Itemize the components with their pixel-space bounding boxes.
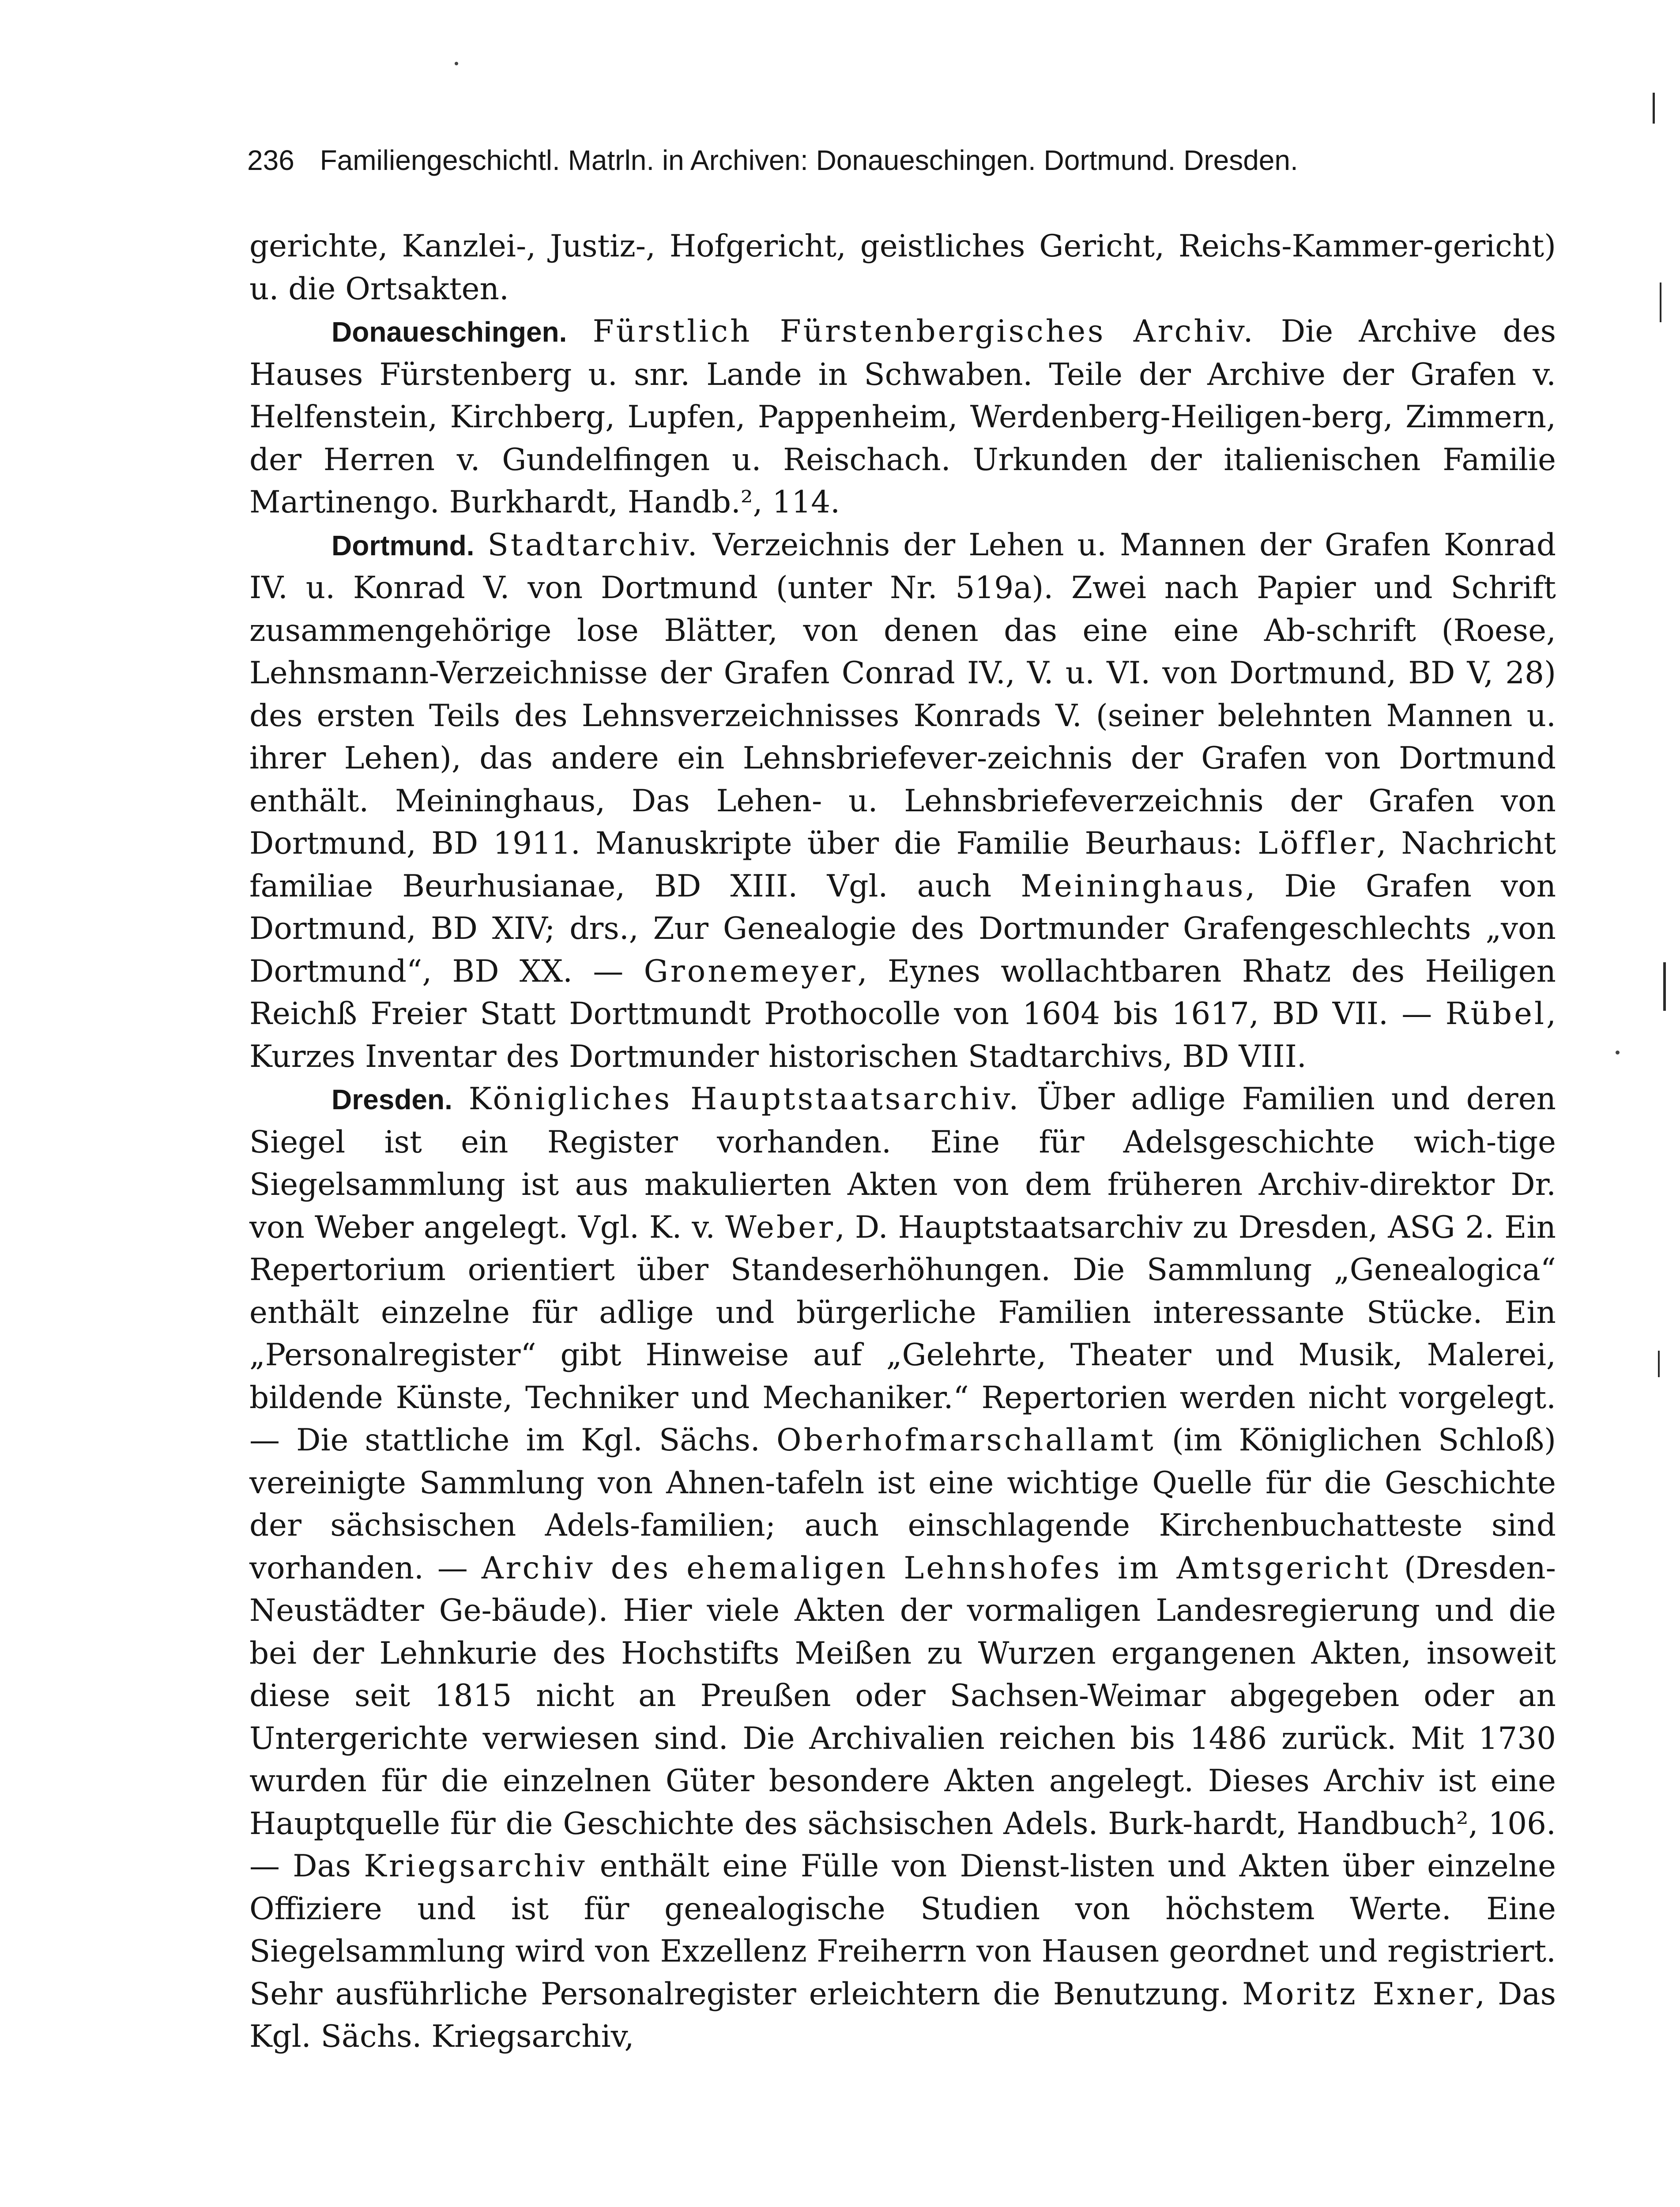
spaced-emphasis: Archiv des ehemaligen Lehnshofes im Amtsgericht (481, 1550, 1390, 1586)
body-text (249, 225, 1556, 2058)
spaced-emphasis: Königliches Hauptstaatsarchiv. (468, 1081, 1021, 1117)
scan-dust-dot (1616, 1051, 1620, 1055)
page-number: 236 (247, 144, 294, 176)
spaced-emphasis: Meininghaus (1021, 868, 1246, 904)
running-title: Familiengeschichtl. Matrln. in Archiven: Donaueschingen. Dortmund. Dresden. (320, 144, 1298, 176)
paragraph-text: gerichte, Kanzlei-, Justiz-, Hofgericht, geistliches Gericht, Reichs-Kammer-gericht) u. die Ortsakten. (249, 229, 1556, 307)
spaced-emphasis: Weber (725, 1209, 836, 1245)
place-heading: Dortmund. (331, 529, 475, 561)
paragraph-text: , Eynes wollachtbaren Rhatz des Heiligen Reichß Freier Statt Dorttmundt Prothocolle von 1604 bis 1617, BD VII. — (249, 953, 1556, 1032)
scan-dust-dot (455, 62, 458, 65)
scan-edge-mark (1660, 282, 1661, 322)
paragraph-text: (im Königlichen Schloß) vereinigte Sammlung von Ahnen-tafeln ist eine wichtige Quelle für die Geschichte der sächsischen Adels-familien; auch einschlagende Kirchenbuchatteste sind vorhanden. — (249, 1423, 1556, 1586)
paragraph-text (452, 1081, 469, 1117)
spaced-emphasis: Gronemeyer (644, 953, 858, 989)
scan-edge-mark (1658, 1351, 1660, 1377)
place-heading: Dresden. (331, 1084, 452, 1115)
paragraph (249, 524, 1556, 1078)
spaced-emphasis: Rübel (1445, 996, 1547, 1032)
paragraph-text: , Nachricht familiae Beurhusianae, BD XIII. Vgl. auch (249, 826, 1556, 904)
paragraph-text: , D. Hauptstaatsarchiv zu Dresden, ASG 2. Ein Repertorium orientiert über Standeserhöhungen. Die Sammlung „Genealogica“ enthält einzelne für adlige und bürgerliche Familien interessante Stücke. Ein „Personalregister“ gibt Hinweise auf „Gelehrte, Theater und Musik, Malerei, bildende Künste, Techniker und Mechaniker.“ Repertorien werden nicht vorgelegt. — Die stattliche im Kgl. Sächs. (249, 1209, 1556, 1458)
paragraph-text: Die Archive des Hauses Fürstenberg u. snr. Lande in Schwaben. Teile der Archive der Grafen v. Helfenstein, Kirchberg, Lupfen, Pappenheim, Werdenberg-Heiligen-berg, Zimmern, der Herren v. Gundelfingen u. Reischach. Urkunden der italienischen Familie Martinengo. Burkhardt, Handb.², 114. (249, 314, 1556, 520)
spaced-emphasis: Fürstlich Fürstenbergisches Archiv. (592, 314, 1255, 349)
place-heading: Donaueschingen. (331, 316, 567, 348)
spaced-emphasis: Kriegsarchiv (364, 1849, 587, 1884)
spaced-emphasis: Oberhofmarschallamt (776, 1423, 1156, 1458)
paragraph (249, 225, 1556, 310)
paragraph (249, 310, 1556, 524)
spaced-emphasis: Moritz Exner (1242, 1976, 1476, 2012)
paragraph-text (567, 314, 592, 349)
paragraph-text (475, 527, 488, 563)
paragraph-text: , Das Kgl. Sächs. Kriegsarchiv, (249, 1976, 1556, 2054)
spaced-emphasis: Löffler (1258, 826, 1377, 861)
paragraph-text: , Die Grafen von Dortmund, BD XIV; drs., Zur Genealogie des Dortmunder Grafengeschlechts „von Dortmund“, BD XX. — (249, 868, 1556, 989)
scan-edge-mark (1663, 962, 1666, 1011)
running-header (247, 140, 1483, 180)
paragraph-text: (Dresden-Neustädter Ge-bäude). Hier viele Akten der vormaligen Landesregierung und die bei der Lehnkurie des Hochstifts Meißen zu Wurzen ergangenen Akten, insoweit diese seit 1815 nicht an Preußen oder Sachsen-Weimar abgegeben oder an Untergerichte verwiesen sind. Die Archivalien reichen bis 1486 zurück. Mit 1730 wurden für die einzelnen Güter besondere Akten angelegt. Dieses Archiv ist eine Hauptquelle für die Geschichte des sächsischen Adels. Burk-hardt, Handbuch², 106. — Das (249, 1550, 1556, 1884)
paragraph-text: , Kurzes Inventar des Dortmunder historischen Stadtarchivs, BD VIII. (249, 996, 1556, 1074)
paragraph-text: Verzeichnis der Lehen u. Mannen der Grafen Konrad IV. u. Konrad V. von Dortmund (unter Nr. 519a). Zwei nach Papier und Schrift zusammengehörige lose Blätter, von denen das eine eine Ab-schrift (Roese, Lehnsmann-Verzeichnisse der Grafen Conrad IV., V. u. VI. von Dortmund, BD V, 28) des ersten Teils des Lehnsverzeichnisses Konrads V. (seiner belehnten Mannen u. ihrer Lehen), das andere ein Lehnsbriefever-zeichnis der Grafen von Dortmund enthält. Meininghaus, Das Lehen- u. Lehnsbriefeverzeichnis der Grafen von Dortmund, BD 1911. Manuskripte über die Familie Beurhaus: (249, 527, 1556, 861)
scan-edge-mark (1653, 93, 1655, 124)
spaced-emphasis: Stadtarchiv. (487, 527, 700, 563)
paragraph (249, 1078, 1556, 2058)
paragraph-text: enthält eine Fülle von Dienst-listen und Akten über einzelne Offiziere und ist für genealogische Studien von höchstem Werte. Eine Siegelsammlung wird von Exzellenz Freiherrn von Hausen geordnet und registriert. Sehr ausführliche Personalregister erleichtern die Benutzung. (249, 1849, 1556, 2012)
paragraph-text: Über adlige Familien und deren Siegel ist ein Register vorhanden. Eine für Adelsgeschichte wich-tige Siegelsammlung ist aus makulierten Akten von dem früheren Archiv-direktor Dr. von Weber angelegt. Vgl. K. v. (249, 1081, 1556, 1245)
